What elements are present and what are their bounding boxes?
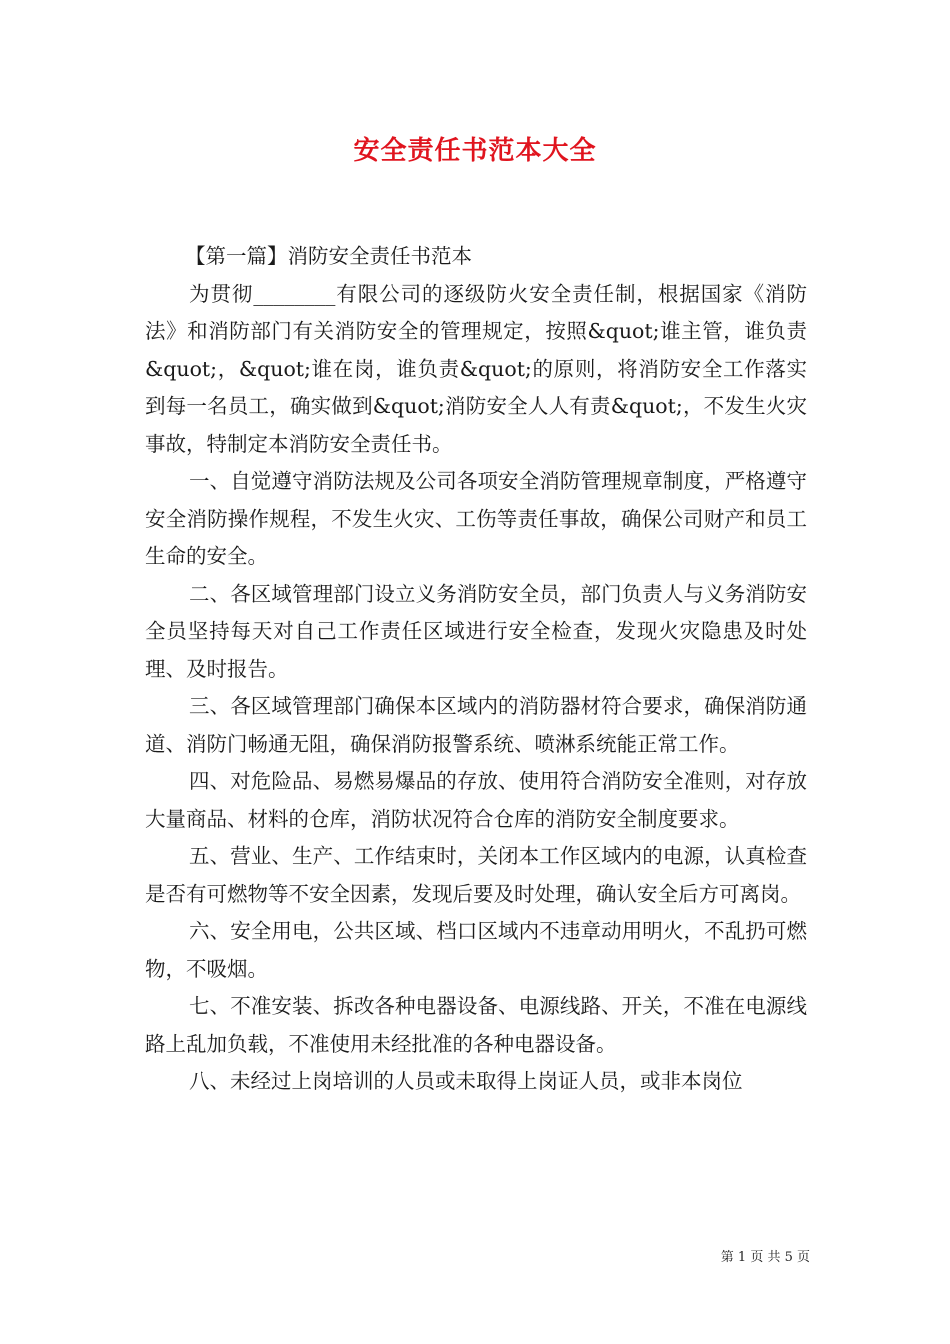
paragraph-item-1: 一、自觉遵守消防法规及公司各项安全消防管理规章制度，严格遵守安全消防操作规程，不发生火灾、工伤等责任事故，确保公司财产和员工生命的安全。 — [145, 469, 807, 568]
paragraph-item-6: 六、安全用电，公共区域、档口区域内不违章动用明火，不乱扔可燃物，不吸烟。 — [145, 919, 807, 981]
page-number: 第 1 页 共 5 页 — [720, 1250, 810, 1265]
document-title: 安全责任书范本大全 — [353, 136, 597, 166]
paragraph-intro: 为贯彻________有限公司的逐级防火安全责任制，根据国家《消防法》和消防部门有关消防安全的管理规定，按照&quot;谁主管，谁负责&quot;，&quot;谁在岗，谁负责&quot;的原则，将消防安全工作落实到每一名员工，确实做到&quot;消防安全人人有责&quot;，不发生火灾事故，特制定本消防安全责任书。 — [145, 281, 807, 456]
document-body — [145, 238, 807, 1101]
paragraph-item-3: 三、各区域管理部门确保本区域内的消防器材符合要求，确保消防通道、消防门畅通无阻，确保消防报警系统、喷淋系统能正常工作。 — [145, 694, 807, 756]
section-heading: 【第一篇】消防安全责任书范本 — [185, 244, 472, 268]
paragraph-item-5: 五、营业、生产、工作结束时，关闭本工作区域内的电源，认真检查是否有可燃物等不安全因素，发现后要及时处理，确认安全后方可离岗。 — [145, 844, 807, 906]
paragraph-item-4: 四、对危险品、易燃易爆品的存放、使用符合消防安全准则，对存放大量商品、材料的仓库，消防状况符合仓库的消防安全制度要求。 — [145, 769, 807, 831]
paragraph-item-8: 八、未经过上岗培训的人员或未取得上岗证人员，或非本岗位 — [189, 1069, 743, 1093]
paragraph-item-2: 二、各区域管理部门设立义务消防安全员，部门负责人与义务消防安全员坚持每天对自己工作责任区域进行安全检查，发现火灾隐患及时处理、及时报告。 — [145, 581, 807, 681]
paragraph-item-7: 七、不准安装、拆改各种电器设备、电源线路、开关，不准在电源线路上乱加负载，不准使用未经批准的各种电器设备。 — [145, 994, 807, 1056]
